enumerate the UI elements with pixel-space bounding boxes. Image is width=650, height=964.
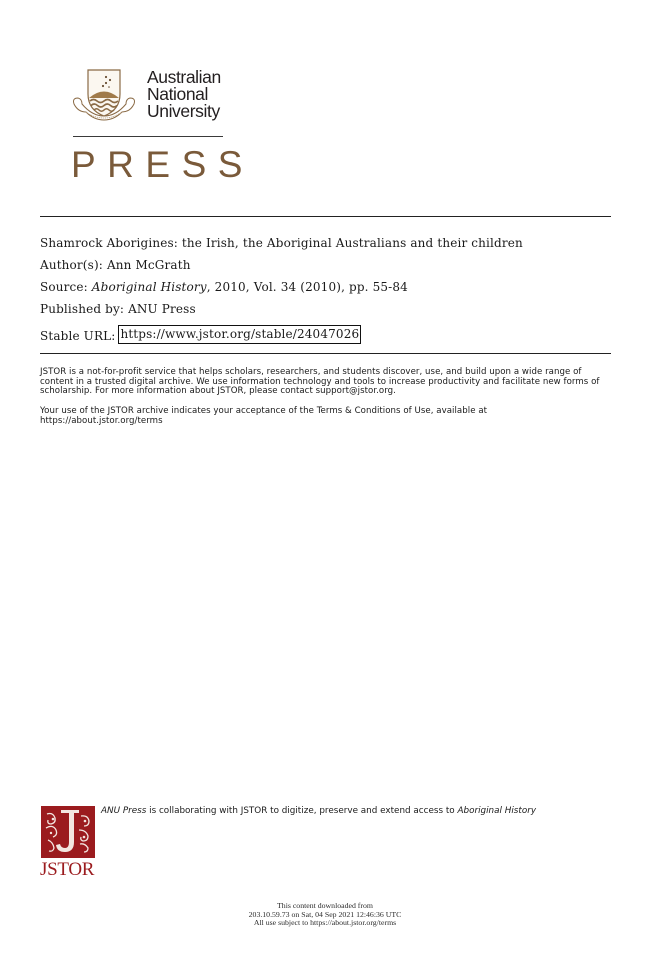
collab-text: is collaborating with JSTOR to digitize, preserve and extend access to <box>146 806 458 816</box>
author-name: Ann McGrath <box>106 258 191 272</box>
source-label: Source: <box>40 280 88 294</box>
download-footer <box>180 902 470 928</box>
jstor-about-text: JSTOR is a not-for-profit service that helps scholars, researchers, and students discover, use, and build upon a wide range of content in a trusted digital archive. We use information technology and tools to increase productivity and facilitate new forms of scholarship. For more information about JSTOR, please contact support@jstor.org. <box>40 367 600 397</box>
source-line <box>40 280 408 294</box>
collab-publisher: ANU Press <box>101 806 147 816</box>
footer-line-2: 203.10.59.73 on Sat, 04 Sep 2021 12:46:36 UTC <box>248 909 402 919</box>
publisher-name: ANU Press <box>128 302 196 316</box>
anu-name-line-1: Australian <box>147 67 221 87</box>
anu-name-line-3: University <box>147 101 220 121</box>
press-wordmark: PRESS <box>71 144 254 185</box>
source-journal: Aboriginal History <box>91 280 207 294</box>
author-label: Author(s): <box>40 258 103 272</box>
footer-line-3: All use subject to https://about.jstor.org/terms <box>253 918 397 928</box>
jstor-terms-paragraph <box>40 407 612 426</box>
article-title: Shamrock Aborigines: the Irish, the Aboriginal Australians and their children <box>40 236 523 250</box>
jstor-about-paragraph <box>40 368 612 397</box>
anu-crest-icon <box>70 68 138 122</box>
stable-url-label: Stable URL: <box>40 329 116 343</box>
middle-divider <box>40 353 611 354</box>
jstor-wordmark: JSTOR <box>40 859 95 880</box>
collab-journal: Aboriginal History <box>457 806 537 816</box>
publisher-label: Published by: <box>40 302 125 316</box>
collaboration-statement <box>101 806 571 816</box>
logo-divider <box>73 136 223 137</box>
top-divider <box>40 216 611 217</box>
source-details: , 2010, Vol. 34 (2010), pp. 55-84 <box>206 280 408 294</box>
stable-url-link[interactable]: https://www.jstor.org/stable/24047026 <box>118 325 361 344</box>
anu-wordmark <box>147 69 221 120</box>
publisher-line <box>40 302 196 316</box>
author-line <box>40 258 191 272</box>
jstor-logo-icon <box>41 806 95 858</box>
jstor-terms-text: Your use of the JSTOR archive indicates your acceptance of the Terms & Conditions of Use, available at https://about.jstor.org/terms <box>40 406 488 426</box>
anu-name-line-2: National <box>147 84 209 104</box>
footer-line-1: This content downloaded from <box>277 901 373 910</box>
stable-url-line <box>40 327 361 346</box>
